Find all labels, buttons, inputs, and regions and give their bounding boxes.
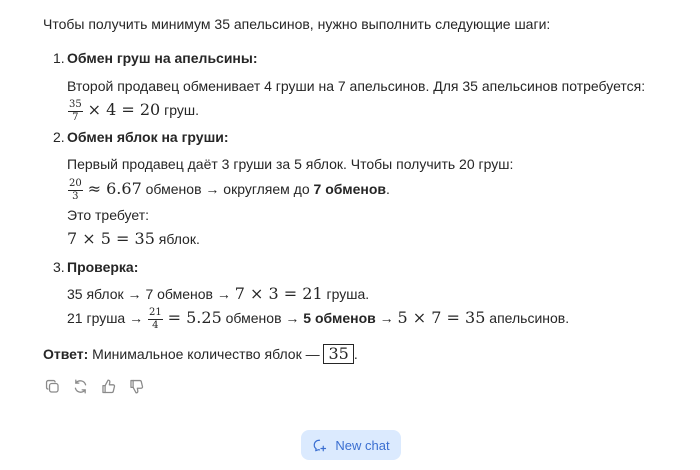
- text-part: апельсинов.: [485, 310, 570, 327]
- fraction: $\frac{21}{4}$: [149, 307, 162, 331]
- answer-line: [43, 344, 358, 364]
- math-expr: 7 × 3 = 21: [234, 284, 323, 303]
- bold-text: 5 обменов: [303, 310, 376, 327]
- thumbs-up-icon[interactable]: [99, 377, 118, 396]
- step-formula: [67, 100, 199, 123]
- text-part: обменов →: [221, 310, 304, 327]
- text-part: 35 яблок → 7 обменов →: [67, 286, 235, 302]
- step-title: Обмен груш на апельсины:: [67, 50, 258, 66]
- step-formula: [67, 284, 369, 304]
- thumbs-down-icon[interactable]: [127, 377, 146, 396]
- intro-text: Чтобы получить минимум 35 апельсинов, нужно выполнить следующие шаги:: [43, 16, 551, 32]
- formula-mid: обменов → округляем до: [141, 181, 314, 198]
- period: .: [353, 346, 358, 362]
- text-part: →: [375, 310, 398, 327]
- new-chat-label: New chat: [335, 437, 390, 453]
- math-expr: 5 × 7 = 35: [397, 308, 486, 328]
- new-chat-icon: [312, 438, 327, 453]
- message-actions: [43, 377, 146, 396]
- answer-text: Минимальное количество яблок —: [88, 346, 324, 362]
- math-expr: = 5.25: [167, 308, 222, 328]
- fraction: $\frac{35}{7}$: [69, 99, 82, 123]
- formula-tail: груш.: [160, 102, 199, 119]
- regenerate-icon[interactable]: [71, 377, 90, 396]
- bold-text: 7 обменов: [313, 181, 386, 198]
- step-text: Второй продавец обменивает 4 груши на 7 апельсинов. Для 35 апельсинов потребуется:: [67, 78, 646, 94]
- step-number: 2.: [53, 129, 65, 145]
- fraction: $\frac{20}{3}$: [69, 178, 82, 202]
- text-part: груша.: [322, 286, 370, 302]
- answer-label: Ответ:: [43, 346, 89, 362]
- new-chat-button[interactable]: [301, 430, 401, 460]
- step-title: Проверка:: [67, 259, 139, 275]
- step-text: Первый продавец даёт 3 груши за 5 яблок. Чтобы получить 20 груш:: [67, 156, 514, 172]
- math-expr: ≈ 6.67: [87, 179, 142, 199]
- answer-value: 35: [323, 344, 353, 364]
- step-text: Это требует:: [67, 207, 149, 223]
- formula-tail: яблок.: [154, 231, 200, 247]
- math-expr: 7 × 5 = 35: [67, 229, 155, 248]
- step-title: Обмен яблок на груши:: [67, 129, 229, 145]
- step-formula: [67, 308, 569, 331]
- step-formula: [67, 179, 390, 202]
- text-part: 21 груша →: [67, 310, 147, 327]
- period: .: [385, 181, 390, 198]
- copy-icon[interactable]: [43, 377, 62, 396]
- math-expr: × 4 = 20: [87, 100, 161, 120]
- step-number: 1.: [53, 50, 65, 66]
- step-number: 3.: [53, 259, 65, 275]
- step-formula: [67, 229, 200, 249]
